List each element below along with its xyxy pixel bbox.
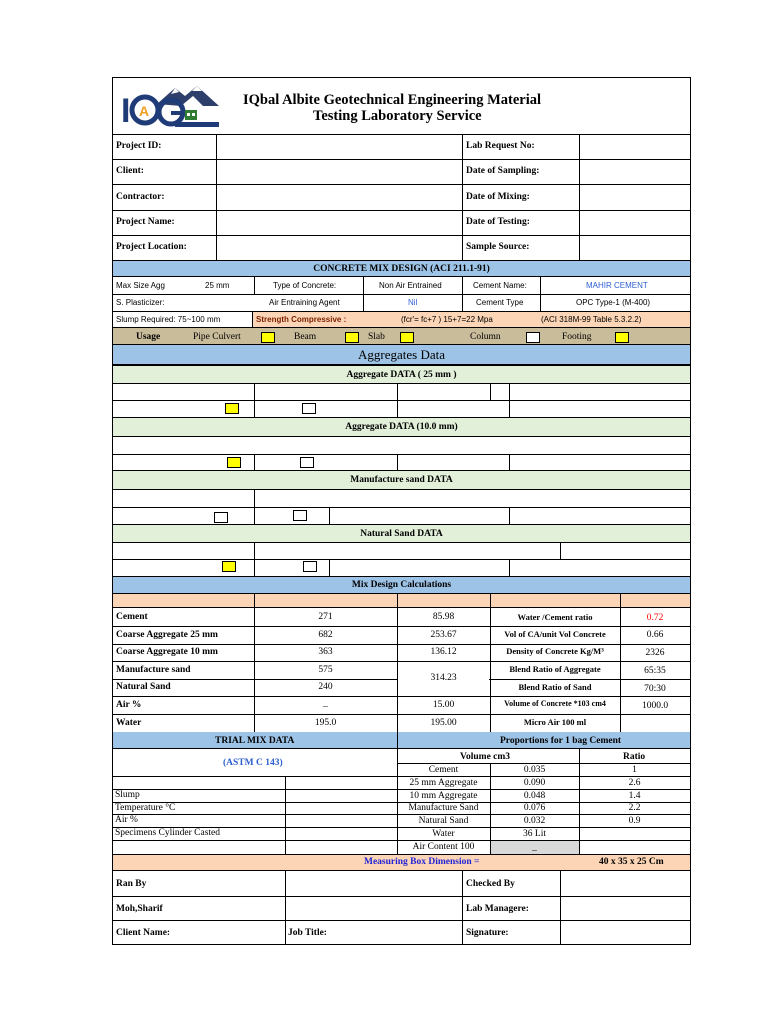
- calc-sand-volume-merged: 314.23: [430, 673, 457, 683]
- client-label: Client:: [116, 166, 144, 176]
- lab-form-sheet: [112, 77, 691, 945]
- checked-by-label: Checked By: [466, 879, 515, 889]
- natural-sand-checkbox-white[interactable]: [303, 561, 317, 572]
- agg25-title: Aggregate DATA ( 25 mm ): [113, 365, 690, 384]
- agg10-checkbox-white[interactable]: [300, 457, 314, 468]
- calc-row-weight: 240: [318, 682, 333, 692]
- aggregates-title: Aggregates Data: [358, 346, 445, 362]
- job-title-label: Job Title:: [288, 928, 327, 938]
- trial-mix-title: TRIAL MIX DATA: [215, 736, 295, 746]
- moh-sharif-label: Moh,Sharif: [116, 904, 163, 914]
- prop-row-volume: 0.090: [523, 778, 546, 788]
- proportions-title: Proportions for 1 bag Cement: [500, 736, 622, 746]
- trial-temperature: Temperature °C: [115, 803, 176, 813]
- cement-type-value: OPC Type-1 (M-400): [576, 298, 651, 307]
- calc-row-volume: 136.12: [430, 647, 457, 657]
- usage-pipe-culvert: Pipe Culvert: [193, 332, 241, 342]
- manufacture-sand-checkbox-1[interactable]: [214, 512, 228, 523]
- air-entraining-value: Nil: [408, 298, 418, 307]
- logo-mountain-icon: [119, 82, 223, 132]
- cement-name-label: Cement Name:: [473, 281, 527, 290]
- date-sampling-label: Date of Sampling:: [466, 166, 540, 176]
- calc-row-weight: 363: [318, 647, 333, 657]
- proportions-ratio-header: Ratio: [623, 752, 646, 762]
- prop-row-name: 25 mm Aggregate: [409, 778, 478, 788]
- strength-label: Strength Compressive :: [256, 315, 347, 324]
- measuring-box-value: 40 x 35 x 25 Cm: [599, 857, 664, 867]
- agg25-checkbox-yellow[interactable]: [225, 403, 239, 414]
- signature-label: Signature:: [466, 928, 509, 938]
- calc-row-value: 70:30: [644, 684, 666, 694]
- calc-row-weight: _: [323, 699, 328, 709]
- calc-title: Mix Design Calculations: [113, 576, 690, 594]
- calc-row-weight: 195.0: [314, 718, 337, 728]
- ran-by-label: Ran By: [116, 879, 147, 889]
- column-checkbox[interactable]: [526, 332, 540, 343]
- date-testing-label: Date of Testing:: [466, 217, 530, 227]
- calc-row-property: Volume of Concrete *103 cm4: [504, 699, 606, 708]
- svg-text:A: A: [139, 103, 150, 119]
- natural-sand-title: Natural Sand DATA: [113, 524, 690, 543]
- calc-row-name: Air %: [116, 700, 142, 710]
- company-title-line2: Testing Laboratory Service: [313, 108, 482, 124]
- calc-row-property: Vol of CA/unit Vol Concrete: [504, 629, 606, 639]
- beam-checkbox[interactable]: [345, 332, 359, 343]
- strength-formula: (fcr'= fc+7 ) 15+7=22 Mpa: [401, 315, 493, 324]
- measuring-box-label: Measuring Box Dimension =: [364, 857, 480, 867]
- calc-row-value: 2326: [645, 648, 665, 658]
- calc-row-property: Micro Air 100 ml: [523, 717, 587, 727]
- calc-row-name: Water: [116, 718, 142, 728]
- calc-row-name: Manufacture sand: [116, 665, 191, 675]
- svg-text:I: I: [121, 92, 131, 130]
- prop-row-volume: 0.035: [523, 765, 546, 775]
- prop-row-volume: _: [532, 843, 537, 853]
- max-size-agg-value: 25 mm: [205, 281, 230, 290]
- calc-row-volume: 85.98: [432, 612, 455, 622]
- usage-label: Usage: [136, 332, 161, 342]
- slab-checkbox[interactable]: [400, 332, 414, 343]
- calc-row-property: Density of Concrete Kg/M³: [506, 646, 604, 656]
- calc-row-name: Cement: [116, 612, 148, 622]
- contractor-label: Contractor:: [116, 192, 165, 202]
- type-concrete-value: Non Air Entrained: [379, 281, 442, 290]
- usage-beam: Beam: [294, 332, 317, 342]
- project-id-label: Project ID:: [116, 141, 162, 151]
- max-size-agg-label: Max Size Agg: [116, 281, 165, 290]
- type-concrete-label: Type of Concrete:: [273, 281, 337, 290]
- astm-standard: (ASTM C 143): [223, 758, 283, 768]
- prop-row-ratio: 2.6: [628, 778, 641, 788]
- lab-request-label: Lab Request No:: [466, 141, 535, 151]
- calc-row-weight: 271: [318, 612, 333, 622]
- usage-column: Column: [470, 332, 501, 342]
- client-name-label: Client Name:: [116, 928, 171, 938]
- proportions-volume-header: Volume cm3: [460, 752, 511, 762]
- calc-row-weight: 575: [318, 665, 333, 675]
- usage-footing: Footing: [562, 332, 592, 342]
- cement-name-value: MAHIR CEMENT: [586, 281, 648, 290]
- calc-row-value: 0.66: [646, 630, 664, 640]
- aggregates-title-band: [113, 345, 690, 365]
- plasticizer-label: S. Plasticizer:: [116, 298, 165, 307]
- calc-row-value: 1000.0: [641, 701, 669, 711]
- calc-row-volume: 15.00: [432, 700, 455, 710]
- slump-required: Slump Required: 75~100 mm: [116, 315, 221, 324]
- calc-row-name: Coarse Aggregate 10 mm: [116, 647, 218, 657]
- calc-row-weight: 682: [318, 630, 333, 640]
- company-title-line1: IQbal Albite Geotechnical Engineering Material: [243, 92, 542, 108]
- agg25-checkbox-white[interactable]: [302, 403, 316, 414]
- calc-row-value: 0.72: [646, 613, 664, 623]
- trial-specimens: Specimens Cylinder Casted: [115, 828, 221, 838]
- agg10-title: Aggregate DATA (10.0 mm): [113, 417, 690, 437]
- prop-row-volume: 0.076: [523, 803, 546, 813]
- calc-row-name: Coarse Aggregate 25 mm: [116, 630, 218, 640]
- project-name-label: Project Name:: [116, 217, 175, 227]
- prop-row-name: Natural Sand: [418, 816, 469, 826]
- air-entraining-label: Air Entraining Agent: [269, 298, 340, 307]
- prop-row-name: Cement: [428, 765, 459, 775]
- calc-row-property: Water /Cement ratio: [517, 612, 593, 622]
- calc-row-value: 65:35: [644, 666, 666, 676]
- prop-row-ratio: 2.2: [628, 803, 641, 813]
- date-mixing-label: Date of Mixing:: [466, 192, 530, 202]
- prop-row-volume: 36 Lit: [523, 829, 546, 839]
- prop-row-name: 10 mm Aggregate: [409, 791, 478, 801]
- calc-row-name: Natural Sand: [116, 682, 171, 692]
- strength-reference: (ACI 318M-99 Table 5.3.2.2): [541, 315, 642, 324]
- pipe-culvert-checkbox[interactable]: [261, 332, 275, 343]
- prop-row-volume: 0.032: [523, 816, 546, 826]
- prop-row-name: Air Content 100: [412, 842, 475, 852]
- natural-sand-checkbox-yellow[interactable]: [222, 561, 236, 572]
- company-logo: [119, 82, 223, 132]
- calc-row-volume: 195.00: [430, 718, 457, 728]
- manufacture-sand-title: Manufacture sand DATA: [113, 470, 690, 490]
- prop-row-name: Water: [432, 829, 455, 839]
- usage-slab: Slab: [368, 332, 385, 342]
- manufacture-sand-checkbox-2[interactable]: [293, 510, 307, 521]
- prop-row-ratio: 1: [632, 765, 637, 775]
- trial-air: Air %: [115, 815, 138, 825]
- calc-row-volume: 253.67: [430, 630, 457, 640]
- calc-row-property: Blend Ratio of Aggregate: [509, 664, 601, 674]
- calc-row-property: Blend Ratio of Sand: [518, 682, 592, 692]
- project-location-label: Project Location:: [116, 242, 187, 252]
- sample-source-label: Sample Source:: [466, 242, 530, 252]
- agg10-checkbox-yellow[interactable]: [227, 457, 241, 468]
- mix-design-title: CONCRETE MIX DESIGN (ACI 211.1-91): [113, 260, 690, 277]
- cement-type-label: Cement Type: [476, 298, 524, 307]
- lab-manager-label: Lab Managere:: [466, 904, 529, 914]
- footing-checkbox[interactable]: [615, 332, 629, 343]
- prop-row-volume: 0.048: [523, 791, 546, 801]
- prop-row-name: Manufacture Sand: [408, 803, 479, 813]
- prop-row-ratio: 0.9: [628, 816, 641, 826]
- trial-slump: Slump: [115, 790, 140, 800]
- prop-row-ratio: 1.4: [628, 791, 641, 801]
